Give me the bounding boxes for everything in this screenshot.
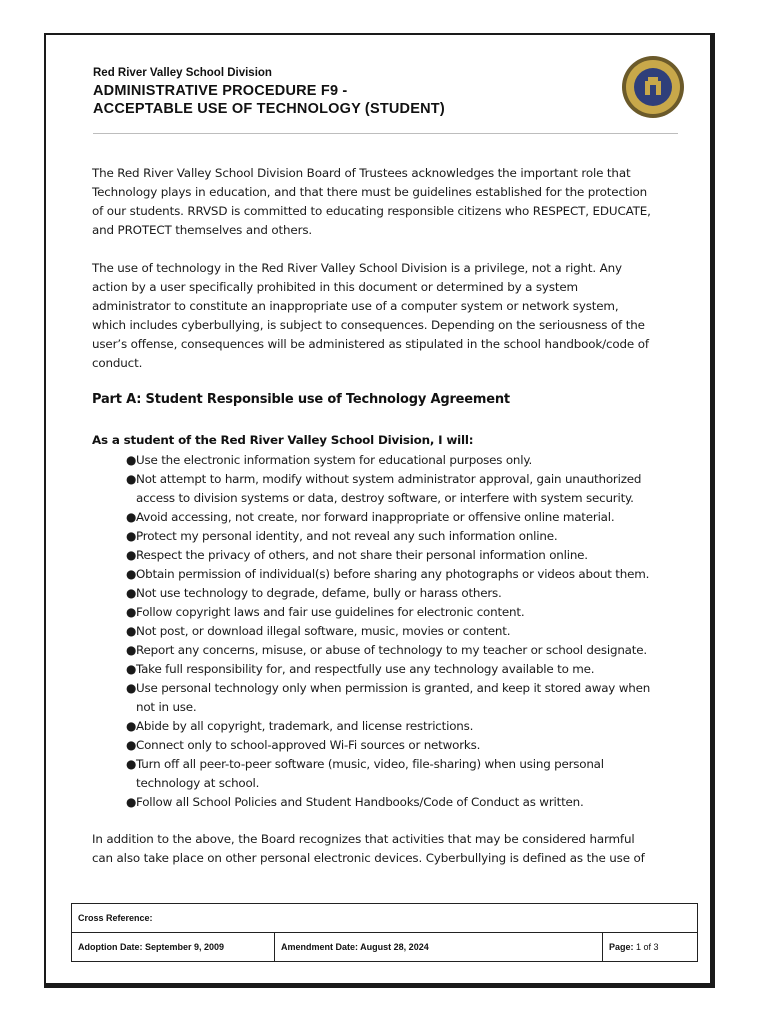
list-item-line: Follow all School Policies and Student Handbooks/Code of Conduct as written. [136, 795, 584, 809]
text-line: user’s offense, consequences will be administered as stipulated in the school handbook/code of [92, 337, 649, 351]
bullet-icon: ● [126, 529, 137, 543]
list-item-line: Not use technology to degrade, defame, bully or harass others. [136, 586, 502, 600]
list-item-line: Take full responsibility for, and respectfully use any technology available to me. [136, 662, 595, 676]
text-line: The Red River Valley School Division Board of Trustees acknowledges the important role that [92, 166, 631, 180]
page-label: Page: [609, 942, 634, 952]
agreement-list-item [126, 527, 696, 546]
list-item-line: Use the electronic information system for educational purposes only. [136, 453, 533, 467]
text-line: administrator to constitute an inappropriate use of a computer system or network system, [92, 299, 619, 313]
header-divider [93, 133, 678, 134]
agreement-list-item [126, 470, 696, 508]
page-value: 1 of 3 [636, 942, 659, 952]
text-line: action by a user specifically prohibited in this document or determined by a system [92, 280, 578, 294]
agreement-list-item [126, 622, 696, 641]
list-item-line: Connect only to school-approved Wi-Fi sources or networks. [136, 738, 481, 752]
school-division-seal-icon [621, 55, 685, 119]
bullet-icon: ● [126, 662, 137, 676]
page-number-cell [603, 933, 698, 962]
agreement-list-item [126, 679, 696, 717]
agreement-list-item [126, 546, 696, 565]
bullet-icon: ● [126, 738, 137, 752]
bullet-icon: ● [126, 605, 137, 619]
agreement-list-item [126, 641, 696, 660]
bullet-icon: ● [126, 567, 137, 581]
text-line: of our students. RRVSD is committed to educating responsible citizens who RESPECT, EDUCATE, [92, 204, 651, 218]
text-line: can also take place on other personal electronic devices. Cyberbullying is defined as the use of [92, 851, 645, 865]
closing-paragraph [92, 830, 692, 868]
agreement-list-item [126, 603, 696, 622]
text-line: conduct. [92, 356, 143, 370]
list-item-line: access to division systems or data, destroy software, or interfere with system security. [136, 491, 634, 505]
list-item-line: technology at school. [136, 776, 260, 790]
bullet-icon: ● [126, 586, 137, 600]
text-line: Technology plays in education, and that there must be guidelines established for the protection [92, 185, 648, 199]
list-item-line: Obtain permission of individual(s) before sharing any photographs or videos about them. [136, 567, 650, 581]
agreement-list-item [126, 508, 696, 527]
agreement-list-item [126, 736, 696, 755]
agreement-list-item [126, 717, 696, 736]
agreement-list-item [126, 755, 696, 793]
agreement-list [126, 451, 696, 812]
text-line: The use of technology in the Red River Valley School Division is a privilege, not a right. Any [92, 261, 622, 275]
list-item-line: Use personal technology only when permission is granted, and keep it stored away when [136, 681, 651, 695]
text-line: and PROTECT themselves and others. [92, 223, 313, 237]
document-page [44, 33, 715, 988]
bullet-icon: ● [126, 472, 137, 486]
bullet-icon: ● [126, 548, 137, 562]
privilege-paragraph [92, 259, 692, 373]
text-line: In addition to the above, the Board recognizes that activities that may be considered harmful [92, 832, 635, 846]
list-item-line: Not post, or download illegal software, music, movies or content. [136, 624, 511, 638]
bullet-icon: ● [126, 624, 137, 638]
title-line-2: ACCEPTABLE USE OF TECHNOLOGY (STUDENT) [93, 101, 445, 117]
list-item-line: Turn off all peer-to-peer software (music, video, file-sharing) when using personal [136, 757, 604, 771]
bullet-icon: ● [126, 643, 137, 657]
document-footer-table [71, 903, 698, 962]
agreement-list-item [126, 660, 696, 679]
list-item-line: Abide by all copyright, trademark, and license restrictions. [136, 719, 474, 733]
agreement-list-item [126, 565, 696, 584]
list-item-line: Protect my personal identity, and not reveal any such information online. [136, 529, 558, 543]
amendment-date-cell: Amendment Date: August 28, 2024 [275, 933, 603, 962]
list-item-line: Avoid accessing, not create, nor forward inappropriate or offensive online material. [136, 510, 615, 524]
text-line: which includes cyberbullying, is subject to consequences. Depending on the seriousness of the [92, 318, 645, 332]
page-title [93, 82, 445, 118]
agreement-lead-in: As a student of the Red River Valley School Division, I will: [92, 433, 474, 447]
cross-reference-cell: Cross Reference: [72, 904, 698, 933]
agreement-list-item [126, 584, 696, 603]
list-item-line: Respect the privacy of others, and not share their personal information online. [136, 548, 588, 562]
list-item-line: Follow copyright laws and fair use guidelines for electronic content. [136, 605, 525, 619]
title-line-1: ADMINISTRATIVE PROCEDURE F9 - [93, 83, 348, 99]
list-item-line: Not attempt to harm, modify without system administrator approval, gain unauthorized [136, 472, 642, 486]
bullet-icon: ● [126, 757, 137, 771]
intro-paragraph [92, 164, 692, 240]
list-item-line: not in use. [136, 700, 197, 714]
bullet-icon: ● [126, 510, 137, 524]
bullet-icon: ● [126, 681, 137, 695]
bullet-icon: ● [126, 453, 137, 467]
list-item-line: Report any concerns, misuse, or abuse of technology to my teacher or school designate. [136, 643, 647, 657]
organization-name: Red River Valley School Division [93, 67, 272, 79]
section-heading-part-a: Part A: Student Responsible use of Technology Agreement [92, 392, 510, 407]
adoption-date-cell: Adoption Date: September 9, 2009 [72, 933, 275, 962]
bullet-icon: ● [126, 719, 137, 733]
bullet-icon: ● [126, 795, 137, 809]
agreement-list-item [126, 793, 696, 812]
agreement-list-item [126, 451, 696, 470]
